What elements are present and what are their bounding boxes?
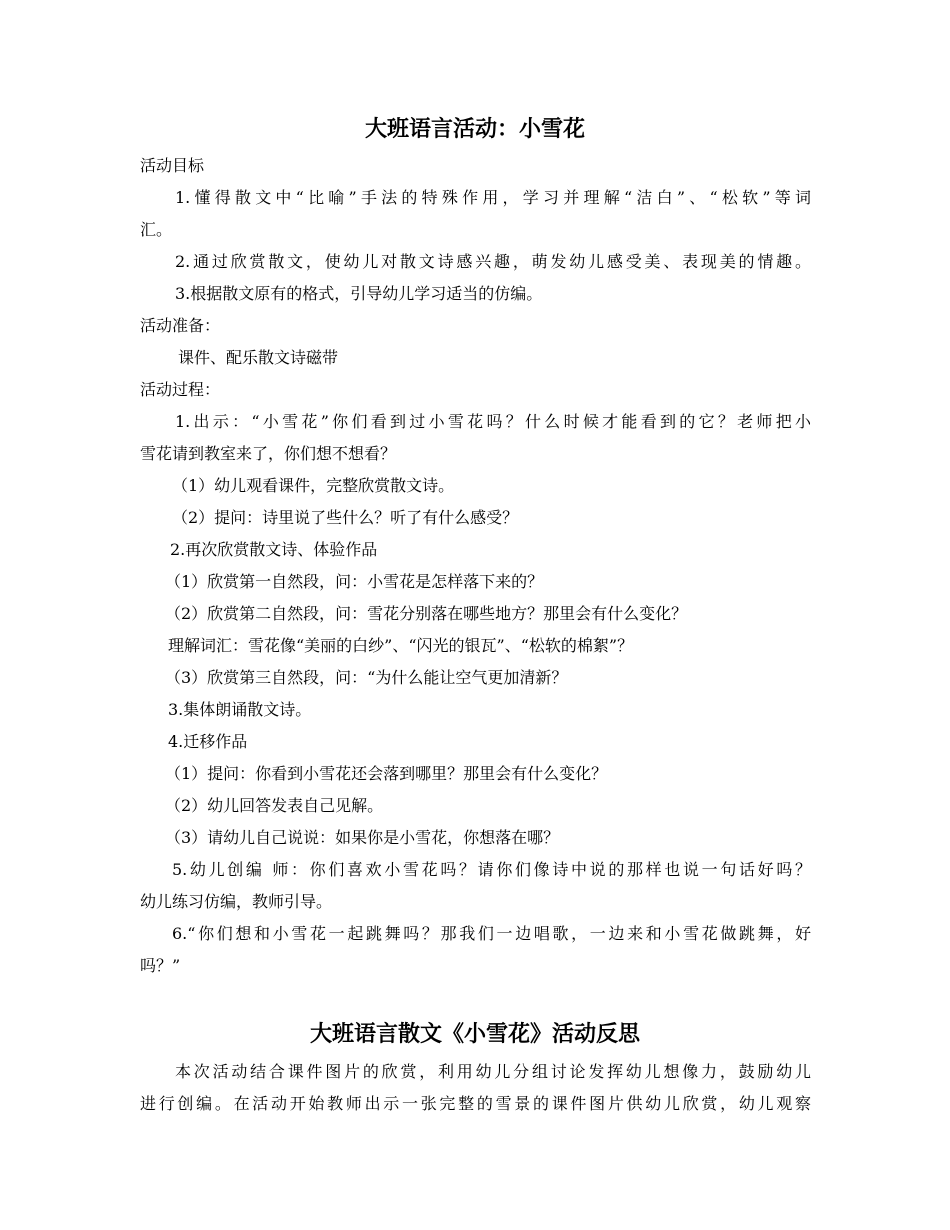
process-step-5: 5.幼儿创编 师：你们喜欢小雪花吗？请你们像诗中说的那样也说一句话好吗？ [172, 860, 811, 879]
process-step-2: 2.再次欣赏散文诗、体验作品 [170, 540, 378, 559]
section-heading-process: 活动过程： [140, 380, 221, 399]
process-sub-item: （2）提问：诗里说了些什么？听了有什么感受？ [172, 508, 519, 527]
process-step-4: 4.迁移作品 [168, 732, 248, 751]
process-step-6: 6.“你们想和小雪花一起跳舞吗？那我们一边唱歌，一边来和小雪花做跳舞，好 [172, 924, 811, 943]
section-heading-preparation: 活动准备： [140, 316, 221, 335]
process-sub-item: （3）欣赏第三自然段，问：“为什么能让空气更加清新？ [165, 668, 568, 687]
preparation-text: 课件、配乐散文诗磁带 [178, 348, 339, 367]
process-step-3: 3.集体朗诵散文诗。 [168, 700, 312, 719]
goal-item-2: 2.通过欣赏散文，使幼儿对散文诗感兴趣，萌发幼儿感受美、表现美的情趣。 [175, 252, 811, 271]
goal-item-1-cont: 汇。 [140, 220, 173, 239]
process-sub-item: （2）欣赏第二自然段，问：雪花分别落在哪些地方？那里会有什么变化？ [165, 604, 688, 623]
process-step-6-cont: 吗？” [140, 956, 181, 975]
process-sub-item: （3）请幼儿自己说说：如果你是小雪花，你想落在哪？ [165, 828, 560, 847]
reflection-paragraph: 本次活动结合课件图片的欣赏，利用幼儿分组讨论发挥幼儿想像力，鼓励幼儿 [175, 1062, 811, 1081]
process-step-5-cont: 幼儿练习仿编，教师引导。 [140, 892, 333, 911]
process-step-1: 1.出示：“小雪花”你们看到过小雪花吗？什么时候才能看到的它？老师把小 [175, 412, 811, 431]
process-sub-item: （1）幼儿观看课件，完整欣赏散文诗。 [172, 476, 455, 495]
vocabulary-line: 理解词汇：雪花像“美丽的白纱”、“闪光的银瓦”、“松软的棉絮”？ [168, 636, 634, 655]
process-sub-item: （1）欣赏第一自然段，问：小雪花是怎样落下来的？ [165, 572, 544, 591]
goal-item-3: 3.根据散文原有的格式，引导幼儿学习适当的仿编。 [175, 284, 543, 303]
process-sub-item: （2）幼儿回答发表自己见解。 [165, 796, 384, 815]
goal-item-1: 1.懂得散文中“比喻”手法的特殊作用，学习并理解“洁白”、“松软”等词 [175, 188, 811, 207]
reflection-title: 大班语言散文《小雪花》活动反思 [309, 1022, 640, 1047]
process-sub-item: （1）提问：你看到小雪花还会落到哪里？那里会有什么变化？ [165, 764, 608, 783]
document-title: 大班语言活动：小雪花 [364, 117, 585, 142]
section-heading-goals: 活动目标 [140, 156, 205, 175]
reflection-paragraph-cont: 进行创编。在活动开始教师出示一张完整的雪景的课件图片供幼儿欣赏，幼儿观察 [140, 1094, 811, 1113]
process-step-1-cont: 雪花请到教室来了，你们想不想看？ [140, 444, 397, 463]
